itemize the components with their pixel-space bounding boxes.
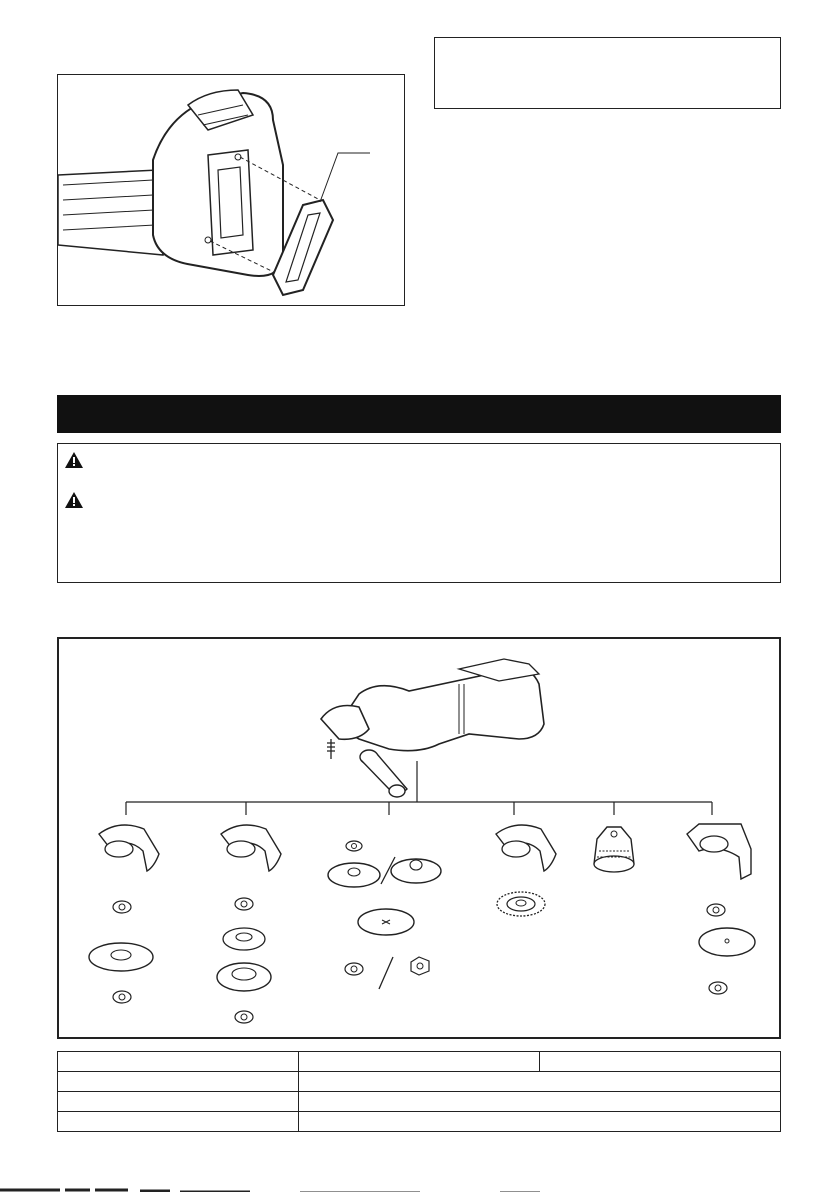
accessory-group-2 xyxy=(217,825,281,1023)
side-grip-illustration xyxy=(360,750,407,797)
notice-box xyxy=(434,37,781,109)
warning-triangle-icon xyxy=(65,492,83,508)
accessory-group-1 xyxy=(89,825,159,1003)
table-cell xyxy=(58,1092,299,1112)
accessory-group-3 xyxy=(328,841,441,989)
angle-grinder-illustration xyxy=(321,659,544,759)
table-cell xyxy=(299,1092,781,1112)
accessory-group-5 xyxy=(594,827,634,872)
table-cell xyxy=(58,1072,299,1092)
section-heading xyxy=(57,405,67,422)
wire-wheel-brush-icon xyxy=(497,892,545,916)
accessory-group-4 xyxy=(496,825,556,916)
table-cell xyxy=(299,1112,781,1132)
table-row xyxy=(58,1092,781,1112)
accessories-figure xyxy=(57,637,781,1039)
table-row xyxy=(58,1052,781,1072)
spec-table xyxy=(57,1051,781,1132)
warning-box xyxy=(57,443,781,583)
page-footer-strip xyxy=(0,1183,840,1192)
table-row xyxy=(58,1112,781,1132)
installation-figure xyxy=(57,74,405,306)
accessory-group-6 xyxy=(687,824,755,994)
table-cell xyxy=(58,1112,299,1132)
table-cell xyxy=(58,1052,299,1072)
warning-triangle-icon xyxy=(65,452,83,468)
table-row xyxy=(58,1072,781,1092)
table-cell xyxy=(299,1072,781,1092)
accessories-diagram xyxy=(59,639,779,1037)
table-cell xyxy=(299,1052,540,1072)
section-heading-bar xyxy=(57,395,781,433)
table-cell xyxy=(540,1052,781,1072)
grinder-housing-illustration xyxy=(58,75,404,305)
